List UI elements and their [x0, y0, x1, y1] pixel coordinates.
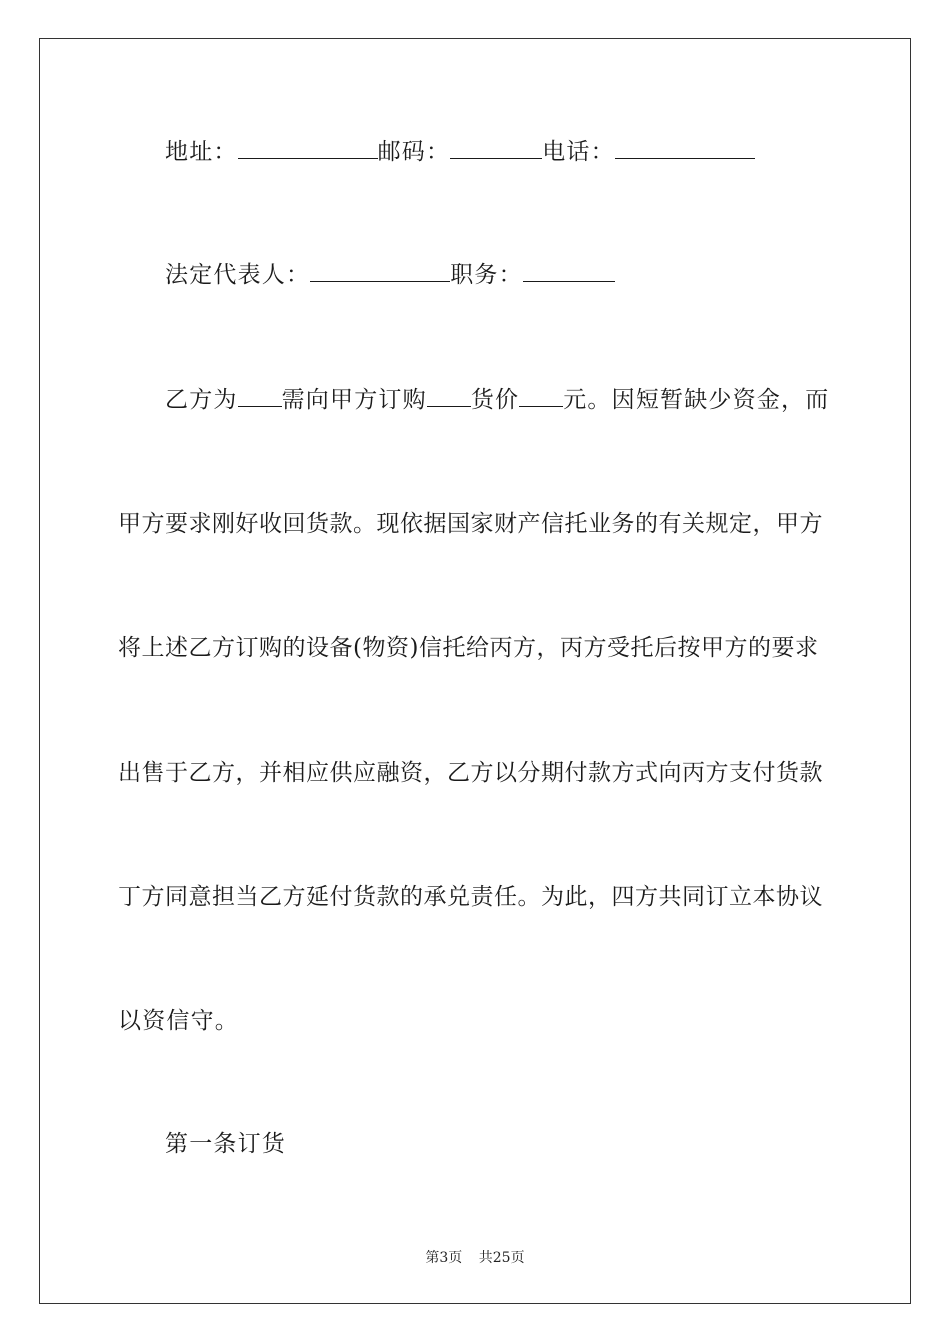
phone-label: 电话：	[542, 139, 615, 165]
p1-text-c: 货价	[470, 387, 520, 413]
paragraph-line-5	[118, 882, 832, 912]
paragraph-line-2	[118, 509, 832, 539]
address-line	[165, 136, 885, 167]
legal-rep-label: 法定代表人：	[165, 262, 311, 288]
p5-text: 丁方同意担当乙方延付货款的承兑责任。为此，四方共同订立本协议	[118, 884, 823, 910]
p6-text: 以资信守。	[118, 1008, 239, 1034]
address-blank	[238, 136, 378, 159]
paragraph-line-3	[118, 633, 832, 663]
legal-rep-blank	[310, 259, 450, 282]
postcode-label: 邮码：	[377, 139, 451, 165]
p4-text: 出售于乙方，并相应供应融资，乙方以分期付款方式向丙方支付货款	[118, 760, 823, 786]
legal-rep-line	[165, 259, 885, 290]
paragraph-line-1	[165, 384, 885, 415]
p3-text: 将上述乙方订购的设备(物资)信托给丙方，丙方受托后按甲方的要求	[118, 635, 819, 661]
section-heading-text: 第一条订货	[165, 1131, 286, 1157]
page-total: 共25页	[478, 1250, 525, 1266]
p1-text-d: 元。因短暂缺少资金，而	[563, 387, 830, 413]
address-label: 地址：	[165, 139, 238, 165]
section-heading	[165, 1129, 885, 1159]
page-border	[39, 38, 911, 1304]
p2-text: 甲方要求刚好收回货款。现依据国家财产信托业务的有关规定，甲方	[118, 511, 823, 537]
page-current: 第3页	[425, 1250, 463, 1266]
phone-blank	[615, 136, 755, 159]
price-blank	[519, 384, 563, 407]
goods-blank	[427, 384, 471, 407]
p1-text-a: 乙方为	[165, 387, 238, 413]
paragraph-line-4	[118, 758, 832, 788]
page-footer	[0, 1247, 950, 1267]
purpose-blank	[238, 384, 282, 407]
position-label: 职务：	[450, 262, 523, 288]
p1-text-b: 需向甲方订购	[281, 387, 427, 413]
postcode-blank	[450, 136, 542, 159]
paragraph-line-6	[118, 1006, 838, 1036]
position-blank	[523, 259, 615, 282]
